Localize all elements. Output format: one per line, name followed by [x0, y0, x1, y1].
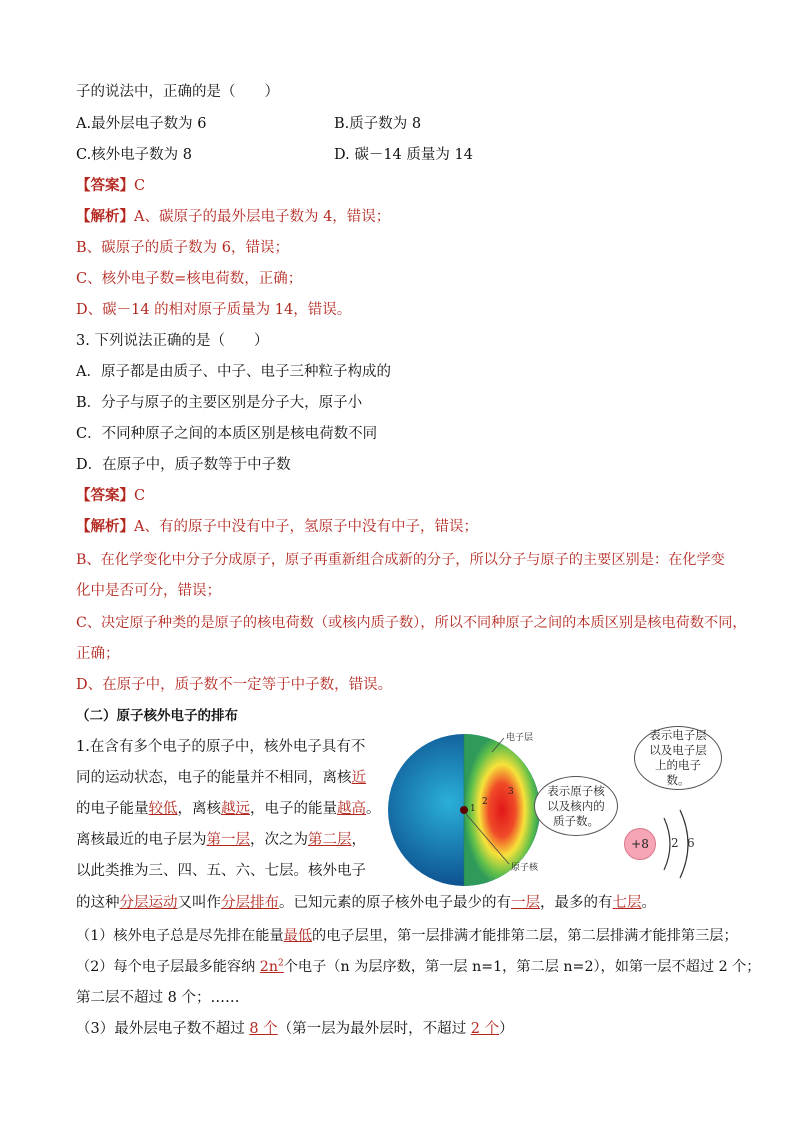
formula-base: 2n [259, 959, 278, 975]
q2-option-a: A.最外层电子数为 6 [76, 116, 207, 132]
text: ，最多的有 [540, 895, 613, 911]
q2-analysis-d: D、碳－14 的相对原子质量为 14，错误。 [76, 302, 352, 318]
q3-option-a: A．原子都是由质子、中子、电子三种粒子构成的 [76, 364, 391, 380]
text: （2）每个电子层最多能容纳 [76, 959, 260, 975]
text: ，离核 [177, 801, 221, 817]
fill-blank: 越高 [337, 801, 366, 817]
q3-analysis-c-2: 正确； [76, 646, 120, 662]
q3-stem: 3. 下列说法正确的是（ ） [76, 333, 269, 349]
answer-value: C [134, 488, 146, 504]
text: 的这种 [76, 895, 120, 911]
paragraph-line: 以此类推为三、四、五、六、七层。核外电子 [76, 863, 366, 879]
fill-blank: 一层 [511, 895, 540, 911]
q3-option-d: D．在原子中，质子数等于中子数 [76, 457, 291, 473]
text: （3）最外层电子数不超过 [76, 1021, 250, 1037]
fill-blank: 2 个 [470, 1021, 500, 1037]
fill-blank [260, 959, 284, 975]
text: 。 [366, 801, 381, 817]
paragraph-line [76, 893, 656, 913]
q3-answer [76, 486, 145, 506]
q2-option-c: C.核外电子数为 8 [76, 147, 193, 163]
formula-exponent: 2 [277, 958, 284, 969]
shell-arcs [646, 804, 716, 884]
bubble-text: 表示电子层以及电子层上的电子数。 [649, 728, 707, 787]
shell1-electron-count: 2 [671, 836, 679, 850]
text: 同的运动状态，电子的能量并不相同，离核 [76, 770, 352, 786]
text: ） [499, 1021, 514, 1037]
answer-value: C [134, 178, 146, 194]
fill-blank: 越远 [221, 801, 250, 817]
fill-blank: 第二层 [308, 832, 352, 848]
ring-label: 1 [470, 804, 476, 814]
answer-tag: 【答案】 [76, 177, 134, 194]
text: （第一层为最外层时，不超过 [277, 1021, 471, 1037]
answer-tag: 【答案】 [76, 487, 134, 504]
fill-blank: 较低 [148, 801, 178, 817]
q2-answer [76, 176, 145, 196]
text: 的电子层里，第一层排满才能排第二层，第二层排满才能排第三层； [312, 928, 738, 944]
atom-structure-figure [384, 722, 724, 890]
q3-analysis-d: D、在原子中，质子数不一定等于中子数，错误。 [76, 677, 393, 693]
fill-blank: 七层 [612, 895, 642, 911]
rule-2-cont: 第二层不超过 8 个；…… [76, 990, 240, 1006]
ring-label: 3 [508, 787, 514, 797]
analysis-text: A、碳原子的最外层电子数为 4，错误； [134, 209, 391, 225]
q3-analysis-c-1: C、决定原子种类的是原子的核电荷数（或核内质子数），所以不同种原子之间的本质区别是核电荷数不同， [76, 615, 747, 631]
q3-analysis-b-1: B、在化学变化中分子分成原子，原子再重新组合成新的分子，所以分子与原子的主要区别是：在化学变 [76, 552, 725, 568]
q2-option-d: D. 碳－14 质量为 14 [334, 147, 473, 163]
q3-analysis-b-2: 化中是否可分，错误； [76, 583, 221, 599]
paragraph-line [76, 830, 366, 850]
analysis-text: A、有的原子中没有中子，氢原子中没有中子，错误； [134, 519, 478, 535]
electron-shell-label: 电子层 [506, 733, 534, 743]
q3-analysis-a [76, 517, 478, 537]
fill-blank: 分层排布 [221, 895, 279, 911]
text: ，电子的能量 [250, 801, 337, 817]
text: 。已知元素的原子核外电子最少的有 [279, 895, 511, 911]
q2-analysis-a [76, 207, 390, 227]
text: 离核最近的电子层为 [76, 832, 207, 848]
analysis-tag: 【解析】 [76, 208, 134, 225]
fill-blank: 近 [351, 770, 366, 786]
fill-blank: 第一层 [206, 832, 250, 848]
text: ，次之为 [250, 832, 308, 848]
q2-options-row2 [76, 145, 473, 165]
nucleus-charge: +8 [631, 837, 649, 851]
text: ， [351, 832, 366, 848]
text: 又叫作 [177, 895, 221, 911]
analysis-tag: 【解析】 [76, 518, 134, 535]
fill-blank: 分层运动 [119, 895, 178, 911]
atom-sphere-illustration [384, 722, 554, 890]
speech-bubble-shell [634, 726, 722, 790]
q3-option-c: C．不同种原子之间的本质区别是核电荷数不同 [76, 426, 378, 442]
q3-option-b: B．分子与原子的主要区别是分子大，原子小 [76, 395, 363, 411]
rule-3 [76, 1019, 514, 1039]
text: 的电子能量 [76, 801, 149, 817]
nucleus-label: 原子核 [511, 863, 539, 873]
paragraph-line: 1.在含有多个电子的原子中，核外电子具有不 [76, 739, 366, 755]
ring-label: 2 [482, 797, 488, 807]
section-title: （二）原子核外电子的排布 [76, 708, 238, 724]
paragraph-line [76, 768, 366, 788]
fill-blank: 8 个 [249, 1021, 278, 1037]
rule-2 [76, 957, 760, 977]
q2-analysis-b: B、碳原子的质子数为 6，错误； [76, 240, 289, 256]
fill-blank: 最低 [283, 928, 313, 944]
paragraph-line [76, 799, 381, 819]
text: （1）核外电子总是尽先排在能量 [76, 928, 284, 944]
q2-stem: 子的说法中，正确的是（ ） [76, 84, 279, 100]
text: 。 [641, 895, 656, 911]
q2-options-row1 [76, 114, 422, 134]
bubble-text: 表示原子核以及核内的质子数。 [547, 783, 605, 828]
q2-analysis-c: C、核外电子数=核电荷数，正确； [76, 271, 303, 287]
shell2-electron-count: 6 [687, 836, 695, 850]
speech-bubble-nucleus [534, 776, 618, 836]
text: 个电子（n 为层序数，第一层 n=1，第二层 n=2），如第一层不超过 2 个； [283, 959, 761, 975]
rule-1 [76, 926, 738, 946]
q2-option-b: B.质子数为 8 [334, 116, 422, 132]
